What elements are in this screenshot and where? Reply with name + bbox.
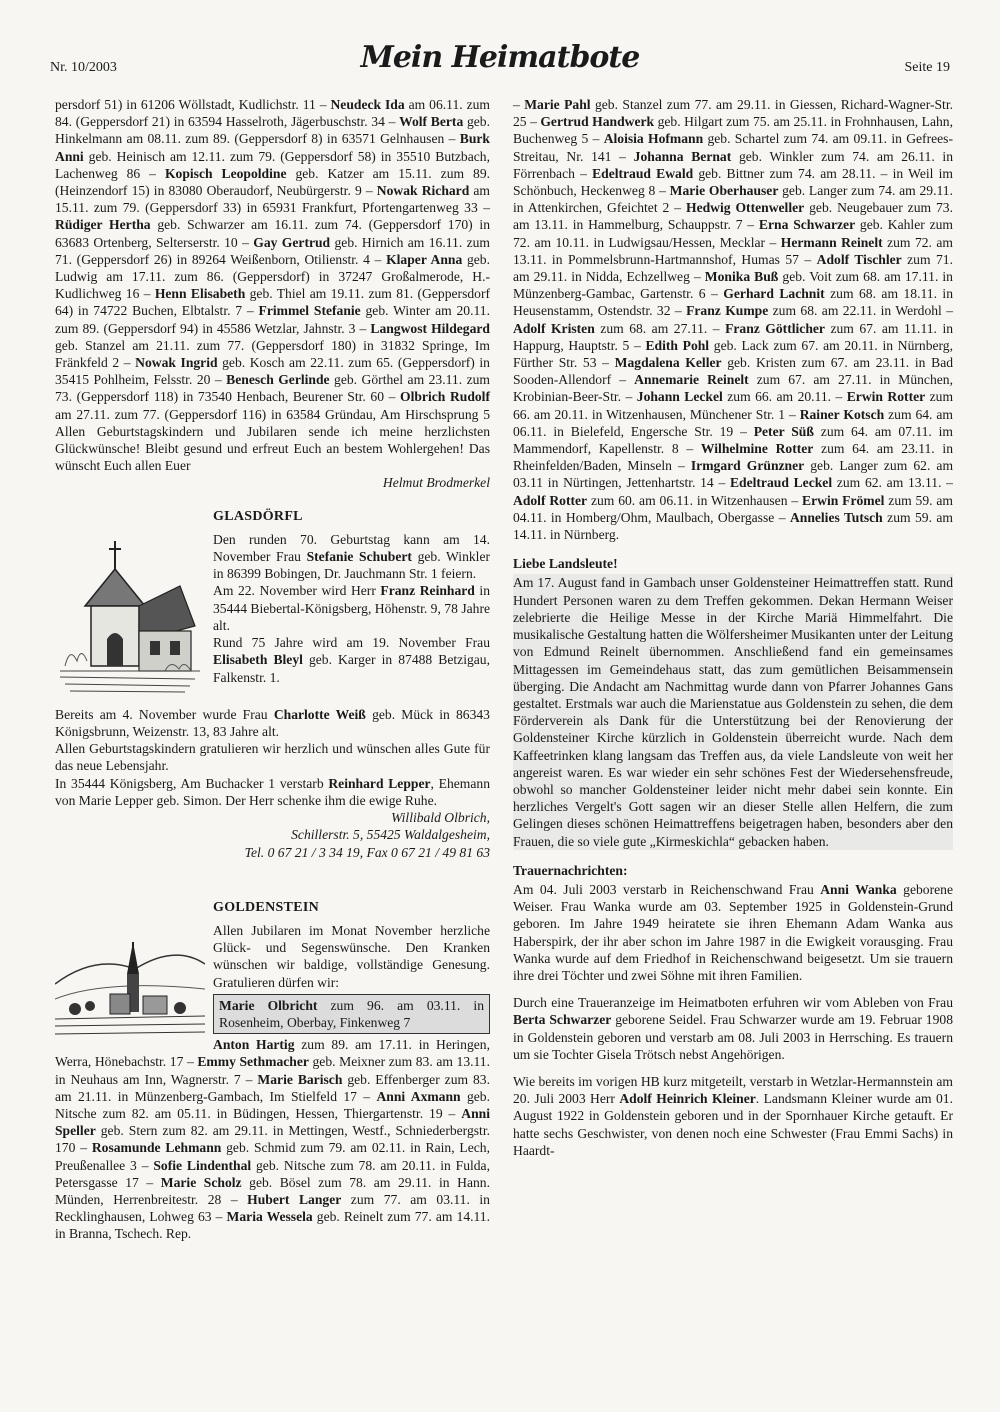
name-highlight: Marie Olbricht — [219, 997, 318, 1013]
name-highlight: Erna Schwarzer — [758, 217, 856, 233]
name-highlight: Maria Wessela — [226, 1209, 313, 1225]
heading-liebe-landsleute: Liebe Landsleute! — [513, 556, 618, 572]
name-highlight: Edith Pohl — [645, 337, 710, 353]
heading-trauernachrichten: Trauernachrichten: — [513, 862, 628, 878]
name-highlight: Johann Leckel — [636, 389, 723, 405]
obituary-berta-schwarzer: Durch eine Traueranzeige im Heimatboten erfuhren wir vom Ableben von Frau Berta Schwarzer geborene Seidel. Frau Schwarzer wurde am 19. Februar 1908 in Goldenstein geboren und verstarb am 08. Juli 2003 in Herrsching. Es trauern um sie Tochter Gisela Trötsch nebst Angehörigen. — [513, 995, 953, 1062]
name-highlight: Rainer Kotsch — [799, 406, 885, 422]
name-highlight: Neudeck Ida — [330, 97, 405, 112]
heimattreffen-text: Am 17. August fand in Gambach unser Goldensteiner Heimattreffen statt. Rund Hundert Personen waren zu dem Treffen gekommen. Dekan Hermann Weiser zelebrierte die Heilige Messe in der Kirche Mariä Himmelfahrt. Die musikalische Gestaltung hatten die Wölfersheimer Musikanten unter der Leitung von Edmund Reinelt übernommen. Anschließend fand ein gemeinsames Mittagessen im Gemeindehaus statt, das zum gemütlichen Beisammensein überging. Die Andacht am Nachmittag wurde dann von Pfarrer Johannes Gans gestaltet. Erstmals war auch die Marienstatue aus Goldenstein zu sehen, die dem Förderverein als Dank für die Unterstützung bei der Renovierung der Goldensteiner Kirche kürzlich in Goldenstein überreicht wurde. Nach dem Kaffeetrinken klang langsam das Treffen aus, da viele Landsleute von weit her angereist waren. Es war wieder ein sehr schönes Fest der Wiedersehensfreude, obwohl so mancher Goldensteiner leider nicht mehr dabei sein konnte. Ein herzliches Vergelt's Gott sagen wir an dieser Stelle allen Helfern, die zum Gelingen dieses schönen Heimattreffens beigetragen haben, besonders aber den Frauen, die so viele gute „Kirmeskichla“ gebacken haben. — [513, 575, 953, 849]
name-highlight: Olbrich Rudolf — [400, 389, 490, 405]
name-highlight: Erwin Rotter — [846, 389, 926, 405]
name-highlight: Marie Scholz — [160, 1174, 242, 1190]
name-highlight: Erwin Frömel — [802, 492, 885, 508]
obituary-anni-wanka: Am 04. Juli 2003 verstarb in Reichenschwand Frau Anni Wanka geborene Weiser. Frau Wanka wurde am 03. September 1925 in Goldenstein-Grund geboren. Im Jahre 1949 heiratete sie ihren Ehemann Adam Wanka aus Haberspirk, der ihr aber schon im Jahre 1987 in die Ewigkeit vorausging. Frau Wanka wurde auf dem Friedhof in Reichenschwand beigesetzt. Um sie trauern ihre drei Töchter und zwei Söhne mit ihren Familien. — [513, 881, 953, 983]
signature-brodmerkel: Helmut Brodmerkel — [382, 475, 490, 491]
name-highlight: Aloisia Hofmann — [603, 131, 704, 147]
glas-paragraph-1: Den runden 70. Geburtstag kann am 14. November Frau Stefanie Schubert geb. Winkler in 86399 Bobingen, Dr. Jauchmann Str. 1 feiern. — [213, 531, 491, 582]
name-highlight: Klaper Anna — [386, 251, 463, 267]
name-highlight: Emmy Sethmacher — [197, 1054, 309, 1070]
name-highlight: Magdalena Keller — [614, 355, 722, 371]
signature-olbrich-name: Willibald Olbrich, — [391, 810, 490, 826]
name-highlight: Adolf Kristen — [513, 320, 595, 336]
name-highlight: Elisabeth Bleyl — [213, 652, 303, 668]
name-highlight: Nowak Richard — [376, 183, 470, 199]
name-highlight: Annelies Tutsch — [789, 509, 883, 525]
glas-paragraph-6: In 35444 Königsberg, Am Buchacker 1 verstarb Reinhard Lepper, Ehemann von Marie Lepper geb. Simon. Der Herr schenke ihm die ewige Ruhe. — [55, 775, 490, 808]
left-column — [55, 96, 490, 1243]
name-highlight: Anni Speller — [55, 1105, 490, 1139]
masthead-title: Mein Heimatbote — [360, 40, 640, 75]
name-highlight: Berta Schwarzer — [513, 1012, 612, 1028]
name-highlight: Annemarie Reinelt — [634, 372, 749, 388]
name-highlight: Charlotte Weiß — [273, 706, 366, 722]
name-highlight: Marie Barisch — [257, 1071, 343, 1087]
name-highlight: Gertrud Handwerk — [540, 114, 655, 130]
glas-paragraph-4: Bereits am 4. November wurde Frau Charlotte Weiß geb. Mück in 86343 Königsbrunn, Weizenstr. 13, 83 Jahre alt. — [55, 706, 490, 740]
name-highlight: Irmgard Grünzner — [690, 458, 805, 474]
right-column — [513, 96, 953, 1159]
name-highlight: Wolf Berta — [399, 114, 464, 130]
name-highlight: Rüdiger Hertha — [55, 217, 151, 233]
name-highlight: Sofie Lindenthal — [153, 1157, 252, 1173]
birthday-list-goldenstein: Anton Hartig zum 89. am 17.11. in Heringen, Werra, Hönebachstr. 17 – Emmy Sethmacher geb. Meixner zum 83. am 13.11. in Neuhaus am Inn, Wagnerstr. 7 – Marie Barisch geb. Effenberger zum 83. am 21.11. in Münzenberg-Gambach, Im Stielfeld 17 – Anni Axmann geb. Nitsche zum 82. am 05.11. in Büdingen, Hessen, Thiergartenstr. 19 – Anni Speller geb. Stern zum 82. am 29.11. in Mettingen, Westf., Schniederbergstr. 170 – Rosamunde Lehmann geb. Schmid zum 79. am 02.11. in Rain, Lech, Preußenallee 3 – Sofie Lindenthal geb. Nitsche zum 78. am 20.11. in Fulda, Petersgasse 17 – Marie Scholz geb. Bösel zum 78. am 29.11. in Hann. Münden, Herrenbreitestr. 28 – Hubert Langer zum 77. am 03.11. in Recklinghausen, Lohweg 63 – Maria Wessela geb. Reinelt zum 77. am 14.11. in Branna, Tschech. Rep. — [55, 1037, 491, 1242]
name-highlight: Adolf Rotter — [513, 492, 588, 508]
signature-olbrich-phone: Tel. 0 67 21 / 3 34 19, Fax 0 67 21 / 49 81 63 — [244, 844, 490, 860]
name-highlight: Kopisch Leopoldine — [164, 165, 287, 181]
name-highlight: Gay Gertrud — [253, 234, 331, 250]
glas-paragraph-5: Allen Geburtstagskindern gratulieren wir herzlich und wünschen alles Gute für das neue Lebensjahr. — [55, 741, 490, 774]
name-highlight: Franz Kumpe — [686, 303, 769, 319]
name-highlight: Adolf Tischler — [816, 251, 902, 267]
name-highlight: Burk Anni — [55, 131, 490, 164]
chapel-illustration — [55, 531, 205, 696]
name-highlight: Peter Süß — [753, 423, 814, 439]
name-highlight: Anni Wanka — [820, 881, 897, 897]
signature-line — [55, 474, 490, 491]
name-highlight: Stefanie Schubert — [306, 549, 412, 565]
name-highlight: Franz Reinhard — [380, 583, 475, 599]
name-highlight: Edeltraud Leckel — [729, 475, 833, 491]
name-highlight: Benesch Gerlinde — [226, 372, 330, 388]
name-highlight: Adolf Heinrich Kleiner — [619, 1091, 756, 1107]
name-highlight: Rosamunde Lehmann — [91, 1140, 222, 1156]
name-highlight: Johanna Bernat — [633, 148, 732, 164]
name-highlight: Nowak Ingrid — [135, 355, 218, 371]
goldenstein-illustration — [55, 924, 205, 1044]
page-number: Seite 19 — [904, 60, 950, 75]
name-highlight: Marie Pahl — [524, 97, 591, 112]
section-heading-goldenstein: GOLDENSTEIN — [213, 899, 319, 915]
name-highlight: Wilhelmine Rotter — [700, 441, 814, 457]
name-highlight: Monika Buß — [704, 269, 779, 285]
name-highlight: Hermann Reinelt — [780, 234, 883, 250]
name-highlight: Hedwig Ottenweller — [686, 200, 805, 216]
birthday-list-geppersdorf: persdorf 51) in 61206 Wöllstadt, Kudlichstr. 11 – Neudeck Ida am 06.11. zum 84. (Geppersdorf 21) in 63594 Hasselroth, Jägerbuschstr. 34 – Wolf Berta geb. Hinkelmann am 08.11. zum 89. (Geppersdorf 8) in 63571 Gelnhausen – Burk Anni geb. Heinisch am 12.11. zum 79. (Geppersdorf 58) in 35510 Butzbach, Lachenweg 86 – Kopisch Leopoldine geb. Katzer am 15.11. zum 89. (Heinzendorf 15) in 83080 Oberaudorf, Neubürgerstr. 9 – Nowak Richard am 15.11. zum 79. (Geppersdorf 33) in 65931 Frankfurt, Pfortengartenweg 33 – Rüdiger Hertha geb. Schwarzer am 16.11. zum 74. (Geppersdorf 170) in 63683 Ortenberg, Selterserstr. 10 – Gay Gertrud geb. Hirnich am 16.11. zum 71. (Geppersdorf 26) in 89264 Weißenborn, Otilienstr. 4 – Klaper Anna geb. Ludwig am 17.11. zum 86. (Geppersdorf) in 37247 Großalmerode, H.-Kudlichweg 16 – Henn Elisabeth geb. Thiel am 19.11. zum 81. (Geppersdorf 64) in 74722 Buchen, Elbtalstr. 7 – Frimmel Stefanie geb. Winter am 20.11. zum 89. (Geppersdorf 94) in 45586 Wetzlar, Jahnstr. 3 – Langwost Hildegard geb. Stanzel am 21.11. zum 77. (Geppersdorf 180) in 31832 Springe, Im Fränkfeld 2 – Nowak Ingrid geb. Kosch am 22.11. zum 65. (Geppersdorf) in 35415 Pohlheim, Felsstr. 20 – Benesch Gerlinde geb. Görthel am 23.11. zum 73. (Geppersdorf 118) in 73540 Henbach, Beurener Str. 60 – Olbrich Rudolf am 27.11. zum 77. (Geppersdorf 116) in 63584 Gründau, Am Hirschsprung 5 Allen Geburtstagskindern und Jubilaren sende ich meine herzlichsten Glückwünsche! Bleibt gesund und erfreut Euch an bestem Wohlergehen! Das wünscht Euch allen Euer — [55, 97, 491, 474]
glas-paragraph-3: Rund 75 Jahre wird am 19. November Frau Elisabeth Bleyl geb. Karger in 87488 Betzigau, Falkenstr. 1. — [213, 635, 490, 685]
name-highlight: Gerhard Lachnit — [723, 286, 825, 302]
name-highlight: Frimmel Stefanie — [258, 303, 361, 319]
gold-paragraph-1: Allen Jubilaren im Monat November herzliche Glück- und Segenswünsche. Den Kranken wünschen wir baldige, vollständige Genesung. Gratulieren dürfen wir: — [213, 922, 490, 990]
obituary-adolf-kleiner: Wie bereits im vorigen HB kurz mitgeteilt, verstarb in Wetzlar-Hermannstein am 20. Juli 2003 Herr Adolf Heinrich Kleiner. Landsmann Kleiner wurde am 01. August 1922 in Goldenstein geboren und in der Spornhauer Kirche getauft. Er hatte sechs Geschwister, von denen noch eine Schwester (Frau Emmi Sachs) in Haardt- — [513, 1073, 953, 1158]
name-highlight: Anton Hartig — [213, 1037, 295, 1053]
village-church-drawing-icon — [55, 924, 205, 1044]
issue-number: Nr. 10/2003 — [50, 60, 117, 75]
name-highlight: Anni Axmann — [376, 1088, 461, 1104]
name-highlight: Reinhard Lepper — [328, 775, 431, 791]
name-highlight: Franz Göttlicher — [725, 320, 825, 336]
name-highlight: Langwost Hildegard — [370, 320, 490, 336]
glas-paragraph-2: Am 22. November wird Herr Franz Reinhard in 35444 Biebertal-Königsberg, Höhenstr. 9, 78 Jahre alt. — [213, 583, 490, 633]
heimattreffen-report — [513, 574, 953, 849]
signature-olbrich-address: Schillerstr. 5, 55425 Waldalgesheim, — [291, 827, 490, 843]
name-highlight: Henn Elisabeth — [154, 286, 246, 302]
name-highlight: Hubert Langer — [247, 1191, 342, 1207]
section-heading-glasdoerfl: GLASDÖRFL — [213, 508, 303, 524]
chapel-drawing-icon — [55, 531, 205, 696]
birthday-list-continued: – Marie Pahl geb. Stanzel zum 77. am 29.11. in Giessen, Richard-Wagner-Str. 25 – Gertrud Handwerk geb. Hilgart zum 75. am 25.11. in Frohnhausen, Lahn, Buchenweg 5 – Aloisia Hofmann geb. Schartel zum 74. am 09.11. in Gefrees-Streitau, Nr. 141 – Johanna Bernat geb. Winkler zum 74. am 26.11. in Förrenbach – Edeltraud Ewald geb. Bittner zum 74. am 28.11. – in Weil im Schönbuch, Heckenweg 8 – Marie Oberhauser geb. Langer zum 74. am 29.11. in Attenkirchen, Gfeichtet 2 – Hedwig Ottenweller geb. Neugebauer zum 73. am 13.11. in Hammelburg, Schauppstr. 7 – Erna Schwarzer geb. Kahler zum 72. am 10.11. in Ludwigsau/Hessen, Mecklar – Hermann Reinelt zum 72. am 13.11. in Pommelsbrunn-Hartmannshof, Humas 57 – Adolf Tischler zum 71. am 29.11. in Nidda, Echzellweg – Monika Buß geb. Voit zum 68. am 17.11. in Münzenberg-Gambac, Gartenstr. 6 – Gerhard Lachnit zum 68. am 18.11. in Heusenstamm, Ostendstr. 32 – Franz Kumpe zum 68. am 22.11. in Werdohl – Adolf Kristen zum 68. am 27.11. – Franz Göttlicher zum 67. am 11.11. in Happurg, Hauptstr. 5 – Edith Pohl geb. Lack zum 67. am 20.11. in Nürnberg, Fürther Str. 53 – Magdalena Keller geb. Kristen zum 67. am 23.11. in Bad Sooden-Allendorf – Annemarie Reinelt zum 67. am 27.11. in München, Krobinian-Beer-Str. – Johann Leckel zum 66. am 20.11. – Erwin Rotter zum 66. am 20.11. in Witzenhausen, Münchener Str. 1 – Rainer Kotsch zum 64. am 06.11. in Bielefeld, Engersche Str. 19 – Peter Süß zum 64. am 07.11. im Mammendorf, Kapellenstr. 8 – Wilhelmine Rotter zum 64. am 23.11. in Rheinfelden/Baden, Minseln – Irmgard Grünzner geb. Langer zum 62. am 03.11 in Nürtingen, Jettenhartstr. 14 – Edeltraud Leckel zum 62. am 13.11. – Adolf Rotter zum 60. am 06.11. in Witzenhausen – Erwin Frömel zum 59. am 04.11. in Homberg/Ohm, Maulbach, Obergasse – Annelies Tutsch zum 59. am 14.11. in Nürnberg. — [513, 97, 954, 543]
name-highlight: Marie Oberhauser — [669, 183, 779, 199]
highlight-box-marie-olbricht: Marie Olbricht zum 96. am 03.11. in Rosenheim, Oberbay, Finkenweg 7 — [213, 994, 490, 1034]
name-highlight: Edeltraud Ewald — [592, 165, 694, 181]
